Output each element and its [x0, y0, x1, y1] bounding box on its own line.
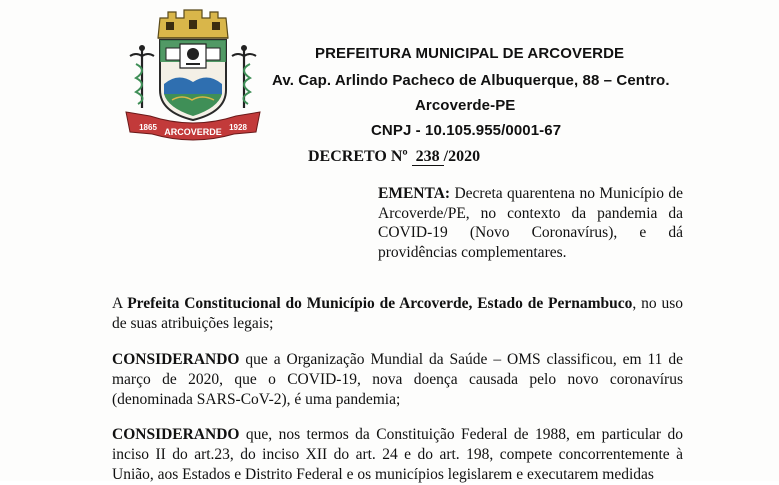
municipal-coat-of-arms [122, 8, 264, 142]
crown-icon [158, 10, 228, 38]
letterhead-cnpj: CNPJ - 10.105.955/0001-67 [371, 122, 562, 139]
banner-year-left: 1865 [139, 123, 157, 132]
preamble-rest: , no uso de suas atribuições legais; [112, 295, 683, 332]
banner-city-name: ARCOVERDE [164, 127, 222, 137]
considering-1-keyword: CONSIDERANDO [112, 351, 240, 368]
ementa-text: Decreta quarentena no Município de Arcoverde/PE, no contexto da pandemia da COVID-19 (Novo Coronavírus), e dá providências complementares. [378, 185, 683, 261]
considering-2-text: que, nos termos da Constituição Federal de 1988, em particular do inciso II do art.23, do inciso XII do art. 24 e do art. 198, compete concorrentemente à União, aos Estados e Distrito Federal e os municípios legislarem e executarem medidas [112, 426, 683, 483]
letterhead-city: Arcoverde-PE [415, 97, 516, 114]
caduceus-left-icon [130, 45, 154, 108]
ementa-block [378, 184, 683, 262]
preamble-lead: A [112, 295, 123, 312]
decree-prefix: DECRETO Nº [308, 148, 408, 165]
paragraph-considering-2 [112, 425, 683, 485]
paragraph-preamble [112, 294, 683, 334]
letterhead-title: PREFEITURA MUNICIPAL DE ARCOVERDE [315, 45, 625, 62]
paragraph-considering-1 [112, 350, 683, 410]
banner-year-right: 1928 [229, 123, 247, 132]
caduceus-right-icon [232, 45, 256, 108]
ementa-label: EMENTA: [378, 185, 451, 202]
letterhead-address: Av. Cap. Arlindo Pacheco de Albuquerque, 88 – Centro. [272, 72, 670, 89]
decree-heading [308, 148, 480, 166]
considering-2-keyword: CONSIDERANDO [112, 426, 240, 443]
decree-number: 238 [412, 149, 444, 166]
shield-icon [160, 40, 226, 120]
decree-year: /2020 [443, 148, 481, 165]
preamble-authority: Prefeita Constitucional do Município de Arcoverde, Estado de Pernambuco [127, 295, 633, 312]
considering-1-text: que a Organização Mundial da Saúde – OMS classificou, em 11 de março de 2020, que o COVID-19, nova doença causada pelo novo coronavírus (denominada SARS-CoV-2), é uma pandemia; [112, 351, 683, 408]
